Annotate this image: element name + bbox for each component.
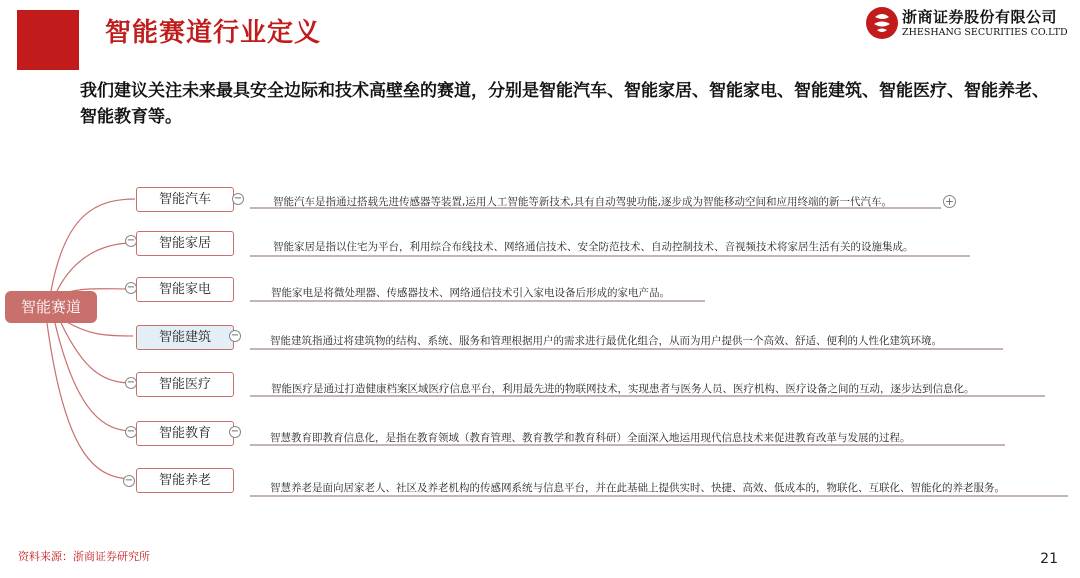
company-logo [866, 7, 1068, 41]
page-title: 智能赛道行业定义 [105, 18, 322, 48]
branch-smart-healthcare[interactable]: 智能医疗 [136, 372, 234, 397]
branch-smart-education[interactable]: 智能教育 [136, 421, 234, 446]
branch-smart-car[interactable]: 智能汽车 [136, 187, 234, 212]
collapse-icon[interactable]: − [230, 426, 240, 437]
mindmap-center-node[interactable]: 智能赛道 [5, 291, 97, 323]
logo-company-name-en: ZHESHANG SECURITIES CO.LTD [902, 27, 1068, 38]
collapse-icon[interactable]: − [230, 330, 240, 341]
branch-desc-smart-home: 智能家居是指以住宅为平台，利用综合布线技术、网络通信技术、安全防范技术、自动控制技术、音视频技术将家居生活有关的设施集成。 [273, 241, 914, 253]
source-note: 资料来源：浙商证券研究所 [18, 550, 150, 563]
branch-desc-smart-elderly-care: 智慧养老是面向居家老人、社区及养老机构的传感网系统与信息平台，并在此基础上提供实时、快捷、高效、低成本的，物联化、互联化、智能化的养老服务。 [270, 482, 1005, 494]
branch-smart-appliance[interactable]: 智能家电 [136, 277, 234, 302]
branch-smart-elderly-care[interactable]: 智能养老 [136, 468, 234, 493]
branch-desc-smart-education: 智慧教育即教育信息化，是指在教育领域（教育管理、教育教学和教育科研）全面深入地运用现代信息技术来促进教育改革与发展的过程。 [270, 432, 911, 444]
header-accent-block [17, 10, 79, 70]
collapse-icon[interactable]: − [126, 235, 136, 246]
branch-desc-smart-appliance: 智能家电是将微处理器、传感器技术、网络通信技术引入家电设备后形成的家电产品。 [271, 287, 670, 299]
branch-smart-home[interactable]: 智能家居 [136, 231, 234, 256]
mindmap [5, 175, 1075, 513]
collapse-icon[interactable]: − [126, 282, 136, 293]
branch-smart-building[interactable]: 智能建筑 [136, 325, 234, 350]
collapse-icon[interactable]: − [126, 426, 136, 437]
logo-company-name: 浙商证券股份有限公司 [902, 8, 1058, 26]
intro-text: 我们建议关注未来最具安全边际和技术高壁垒的赛道，分别是智能汽车、智能家居、智能家电、智能建筑、智能医疗、智能养老、智能教育等。 [80, 81, 1049, 127]
collapse-icon[interactable]: − [126, 377, 136, 388]
logo-mark-icon [866, 7, 898, 39]
page-number: 21 [1040, 551, 1058, 567]
branch-desc-smart-car: 智能汽车是指通过搭载先进传感器等装置,运用人工智能等新技术,具有自动驾驶功能,逐步成为智能移动空间和应用终端的新一代汽车。 [273, 196, 893, 208]
branch-desc-smart-building: 智能建筑指通过将建筑物的结构、系统、服务和管理根据用户的需求进行最优化组合，从而为用户提供一个高效、舒适、便利的人性化建筑环境。 [270, 335, 942, 347]
expand-icon[interactable]: + [944, 195, 955, 208]
collapse-icon[interactable]: − [233, 193, 243, 204]
collapse-icon[interactable]: − [124, 475, 134, 486]
branch-desc-smart-healthcare: 智能医疗是通过打造健康档案区域医疗信息平台，利用最先进的物联网技术，实现患者与医务人员、医疗机构、医疗设备之间的互动，逐步达到信息化。 [271, 383, 975, 395]
